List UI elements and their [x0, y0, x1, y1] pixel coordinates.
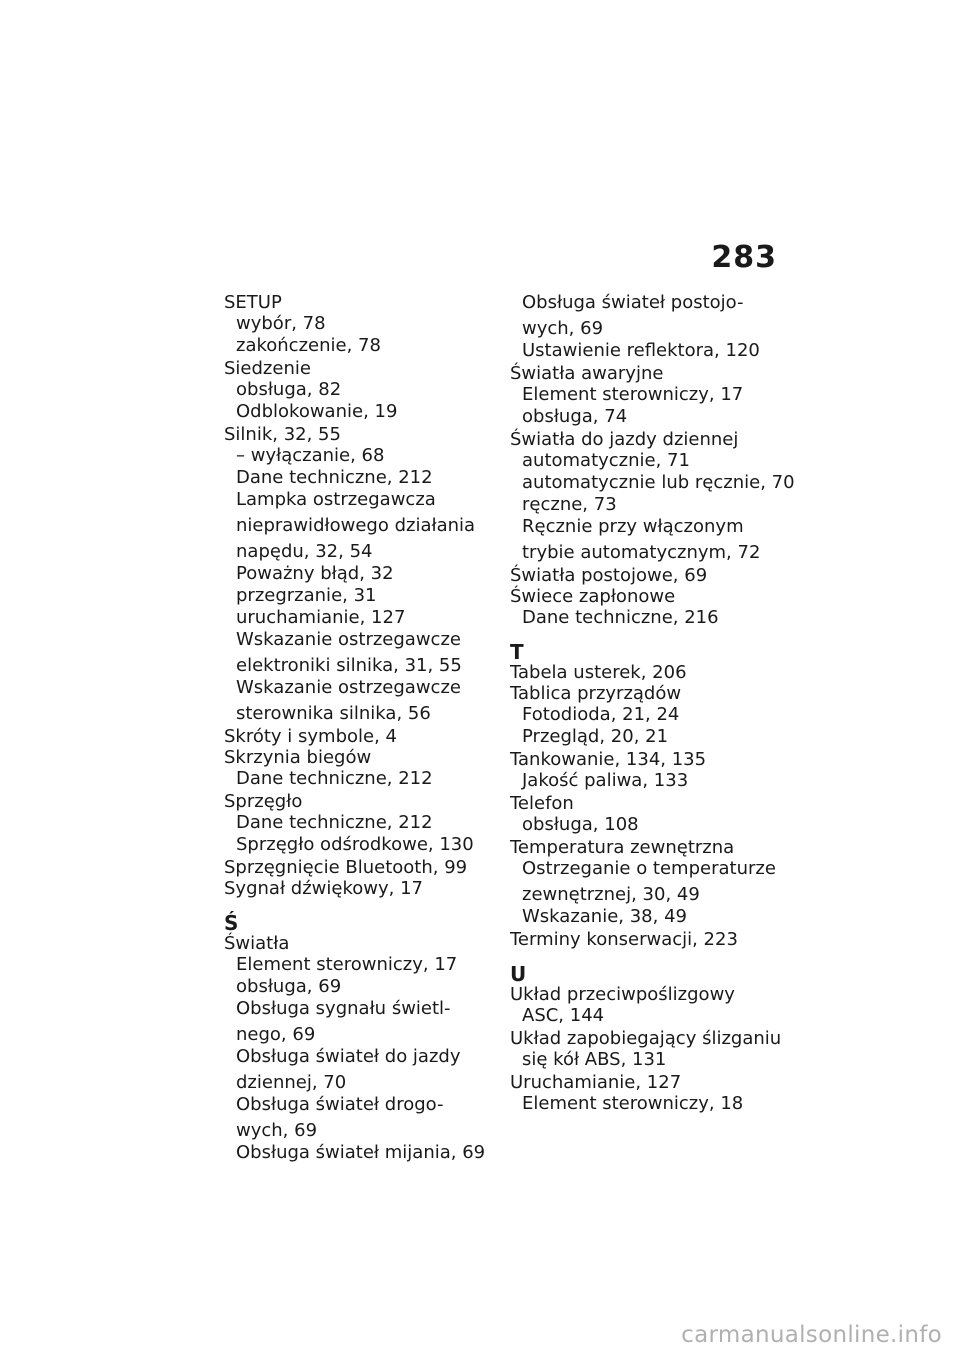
index-subentry — [510, 516, 780, 563]
index-subentry — [510, 472, 795, 493]
index-subentry-line: wych, 69 — [522, 318, 604, 339]
index-subentry-line: Wskazanie ostrzegawcze — [236, 677, 461, 698]
index-subentry — [510, 1005, 780, 1026]
index-subentry-line: nieprawidłowego działania — [236, 515, 476, 536]
index-subentry — [510, 607, 780, 628]
index-letter-heading: U — [510, 962, 527, 986]
index-entry: Skróty i symbole, 4 — [224, 726, 397, 747]
index-entry: Tankowanie, 134, 135 — [510, 749, 707, 770]
index-subentry-line: automatycznie, 71 — [522, 450, 690, 471]
index-entry: Układ przeciwpoślizgowy — [510, 984, 735, 1005]
index-entry: Światła awaryjne — [510, 363, 664, 384]
index-subentry — [510, 340, 780, 361]
index-subentry — [224, 401, 486, 422]
index-subentry — [510, 858, 780, 905]
index-subentry-line: Ustawienie reflektora, 120 — [522, 340, 760, 361]
index-subentry — [224, 585, 486, 606]
index-subentry-line: ręczne, 73 — [522, 494, 617, 515]
index-entry: Światła — [224, 933, 290, 954]
index-entry: Sygnał dźwiękowy, 17 — [224, 878, 423, 899]
watermark: carmanualsonline.info — [681, 1322, 942, 1348]
index-entry: Sprzęgnięcie Bluetooth, 99 — [224, 857, 468, 878]
index-letter-heading: Ś — [224, 911, 239, 935]
index-subentry-line: Dane techniczne, 212 — [236, 812, 433, 833]
index-entry: Siedzenie — [224, 358, 311, 379]
index-entry: Tabela usterek, 206 — [510, 662, 687, 683]
index-entry: Światła postojowe, 69 — [510, 565, 708, 586]
index-entry: Światła do jazdy dziennej — [510, 429, 739, 450]
index-subentry — [224, 467, 486, 488]
index-subentry — [224, 445, 486, 466]
index-subentry — [224, 998, 486, 1045]
index-subentry — [224, 489, 486, 562]
index-subentry — [510, 704, 780, 725]
index-subentry — [224, 1142, 486, 1163]
index-subentry-line: Obsługa świateł drogo- — [236, 1094, 444, 1115]
index-subentry — [510, 814, 780, 835]
index-subentry-line: Poważny błąd, 32 — [236, 563, 394, 584]
index-subentry-line: dziennej, 70 — [236, 1072, 347, 1093]
index-subentry-line: Fotodioda, 21, 24 — [522, 704, 680, 725]
index-subentry — [224, 976, 486, 997]
index-subentry — [224, 834, 486, 855]
index-subentry-line: obsługa, 82 — [236, 379, 342, 400]
index-subentry-line: Obsługa świateł postojo- — [522, 292, 744, 313]
index-subentry-line: napędu, 32, 54 — [236, 541, 373, 562]
index-subentry — [224, 768, 486, 789]
index-subentry-line: – wyłączanie, 68 — [236, 445, 385, 466]
index-subentry-line: Lampka ostrzegawcza — [236, 489, 436, 510]
index-subentry-line: obsługa, 69 — [236, 976, 342, 997]
index-entry: Uruchamianie, 127 — [510, 1072, 682, 1093]
index-subentry-line: Element sterowniczy, 18 — [522, 1093, 744, 1114]
index-entry: Terminy konserwacji, 223 — [510, 929, 738, 950]
index-subentry-line: Wskazanie ostrzegawcze — [236, 629, 461, 650]
index-subentry-line: się kół ABS, 131 — [522, 1049, 667, 1070]
index-subentry — [224, 607, 486, 628]
index-subentry — [510, 384, 780, 405]
index-subentry-line: ASC, 144 — [522, 1005, 605, 1026]
index-subentry — [224, 812, 486, 833]
index-column-left — [224, 292, 486, 1163]
index-subentry-line: Przegląd, 20, 21 — [522, 726, 669, 747]
index-subentry-line: elektroniki silnika, 31, 55 — [236, 655, 462, 676]
index-entry: Telefon — [510, 793, 574, 814]
index-subentry-line: Odblokowanie, 19 — [236, 401, 398, 422]
index-subentry — [510, 1049, 780, 1070]
index-subentry — [224, 954, 486, 975]
index-subentry — [510, 406, 780, 427]
index-subentry — [224, 1094, 486, 1141]
index-subentry-line: obsługa, 74 — [522, 406, 628, 427]
index-subentry-line: automatycznie lub ręcznie, 70 — [522, 472, 795, 493]
index-entry: Sprzęgło — [224, 791, 303, 812]
index-subentry — [510, 726, 780, 747]
index-subentry-line: uruchamianie, 127 — [236, 607, 406, 628]
index-subentry — [224, 379, 486, 400]
index-subentry-line: zewnętrznej, 30, 49 — [522, 884, 700, 905]
index-subentry-line: Dane techniczne, 216 — [522, 607, 719, 628]
index-entry: Skrzynia biegów — [224, 747, 372, 768]
index-subentry — [510, 906, 780, 927]
index-subentry-line: wybór, 78 — [236, 313, 326, 334]
index-subentry-line: Jakość paliwa, 133 — [522, 770, 689, 791]
index-entry: Świece zapłonowe — [510, 586, 676, 607]
index-subentry-line: obsługa, 108 — [522, 814, 639, 835]
index-subentry — [510, 770, 780, 791]
index-subentry-line: Element sterowniczy, 17 — [236, 954, 458, 975]
index-subentry-line: Sprzęgło odśrodkowe, 130 — [236, 834, 474, 855]
index-subentry-line: wych, 69 — [236, 1120, 318, 1141]
index-subentry-line: trybie automatycznym, 72 — [522, 542, 761, 563]
index-column-right — [510, 292, 795, 1114]
index-subentry-line: Dane techniczne, 212 — [236, 768, 433, 789]
index-subentry-line: Ręcznie przy włączonym — [522, 516, 744, 537]
index-subentry — [224, 313, 486, 334]
page-number: 283 — [711, 240, 777, 275]
index-subentry — [224, 629, 486, 676]
index-entry: Temperatura zewnętrzna — [510, 837, 735, 858]
index-entry: SETUP — [224, 292, 282, 313]
index-entry: Silnik, 32, 55 — [224, 424, 341, 445]
index-subentry-line: Obsługa świateł mijania, 69 — [236, 1142, 486, 1163]
index-subentry-line: nego, 69 — [236, 1024, 316, 1045]
index-subentry-line: przegrzanie, 31 — [236, 585, 377, 606]
index-subentry — [224, 563, 486, 584]
index-subentry-line: sterownika silnika, 56 — [236, 703, 431, 724]
index-subentry — [510, 450, 780, 471]
index-entry: Układ zapobiegający ślizganiu — [510, 1028, 782, 1049]
index-letter-heading: T — [510, 640, 524, 664]
index-subentry-line: zakończenie, 78 — [236, 335, 381, 356]
index-subentry-line: Obsługa świateł do jazdy — [236, 1046, 461, 1067]
index-subentry — [510, 292, 780, 339]
index-subentry — [224, 335, 486, 356]
index-subentry-line: Dane techniczne, 212 — [236, 467, 433, 488]
index-subentry-line: Element sterowniczy, 17 — [522, 384, 744, 405]
index-subentry-line: Wskazanie, 38, 49 — [522, 906, 687, 927]
index-subentry — [224, 1046, 486, 1093]
index-subentry — [510, 494, 780, 515]
index-subentry-line: Obsługa sygnału świetl- — [236, 998, 451, 1019]
index-subentry-line: Ostrzeganie o temperaturze — [522, 858, 776, 879]
index-subentry — [224, 677, 486, 724]
index-subentry — [510, 1093, 780, 1114]
index-entry: Tablica przyrządów — [510, 683, 682, 704]
